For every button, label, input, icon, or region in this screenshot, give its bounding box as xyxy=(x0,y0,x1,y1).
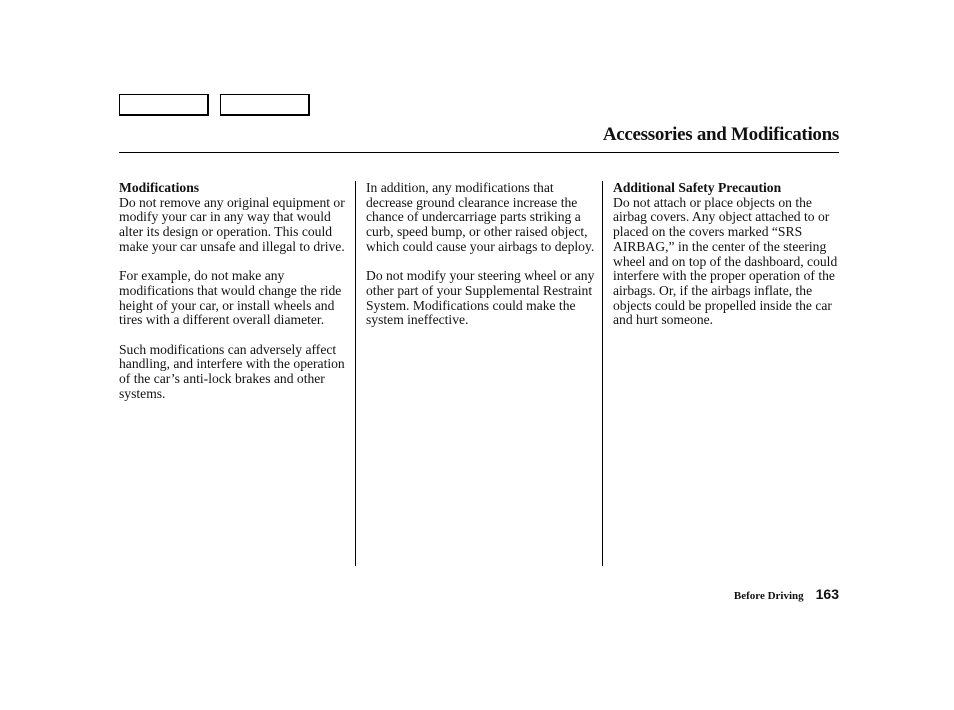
page-number: 163 xyxy=(815,586,839,602)
column-divider xyxy=(355,181,356,566)
column-divider xyxy=(602,181,603,566)
page-title: Accessories and Modifications xyxy=(602,124,839,145)
title-divider xyxy=(119,152,839,153)
body-paragraph: Do not modify your steering wheel or any other part of your Supplemental Restraint System. Modifications could make the system ineffective. xyxy=(366,268,595,328)
body-paragraph: Do not remove any original equipment or modify your car in any way that would alter its design or operation. This could make your car unsafe and illegal to drive. xyxy=(119,194,345,254)
body-paragraph: For example, do not make any modifications that would change the ride height of your car, or install wheels and tires with a different overall diameter. xyxy=(119,268,342,328)
page-footer xyxy=(734,586,839,604)
section-heading-safety-precaution: Additional Safety Precaution xyxy=(613,180,782,195)
body-paragraph: Do not attach or place objects on the airbag covers. Any object attached to or placed on the covers marked “SRS AIRBAG,” in the center of the steering wheel and on top of the dashboard, could interfere with the proper operation of the airbags. Or, if the airbags inflate, the objects could be propelled inside the car and hurt someone. xyxy=(613,194,838,328)
column-continued xyxy=(366,181,598,343)
footer-section-label: Before Driving xyxy=(733,590,804,602)
section-heading-modifications: Modifications xyxy=(119,180,200,195)
body-paragraph: In addition, any modifications that decrease ground clearance increase the chance of undercarriage parts striking a curb, speed bump, or other raised object, which could cause your airbags to deploy. xyxy=(366,180,595,254)
column-modifications xyxy=(119,181,347,416)
previous-page-button[interactable] xyxy=(119,94,209,116)
body-paragraph: Such modifications can adversely affect handling, and interfere with the operation of the car’s anti-lock brakes and other systems. xyxy=(119,341,345,401)
column-safety-precaution xyxy=(613,181,845,343)
next-page-button[interactable] xyxy=(220,94,310,116)
